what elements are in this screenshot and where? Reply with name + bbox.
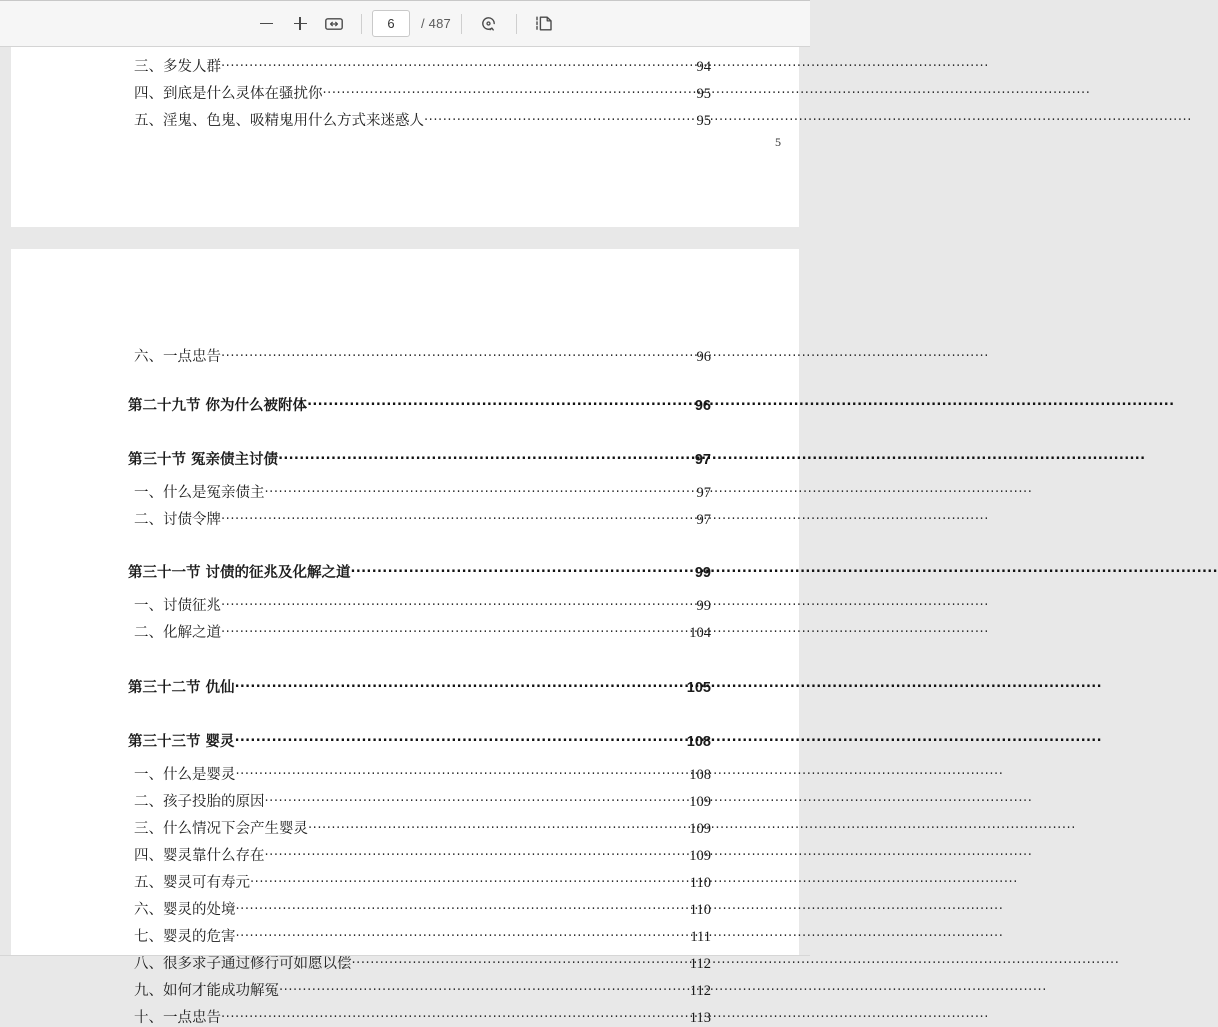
toc-entry-page: 111 — [690, 929, 711, 945]
toc-entry[interactable] — [134, 763, 711, 784]
toc-entry-page: 96 — [696, 349, 711, 365]
toc-entry[interactable] — [134, 621, 711, 642]
toc-entry[interactable] — [134, 594, 711, 615]
fit-to-width-button[interactable] — [317, 9, 351, 39]
toc-entry[interactable] — [134, 844, 711, 865]
minus-icon — [260, 23, 273, 25]
toc-entry-page: 113 — [689, 1010, 711, 1026]
toc-leader-dots — [265, 481, 697, 497]
toc-entry[interactable] — [134, 109, 711, 130]
toc-leader-dots — [236, 898, 690, 914]
toc-leader-dots — [278, 448, 695, 464]
panel-toggle-icon — [535, 15, 553, 32]
toc-entry[interactable] — [128, 730, 711, 750]
toc-entry-page: 110 — [689, 902, 711, 918]
toc-entry-title: 第三十三节 婴灵 — [128, 734, 235, 750]
toc-entry[interactable] — [134, 82, 711, 103]
toc-entry-title: 一、讨债征兆 — [134, 598, 221, 614]
toc-leader-dots — [221, 345, 697, 361]
toc-entry-page: 108 — [686, 734, 711, 750]
toc-leader-dots — [221, 508, 697, 524]
toc-entry-page: 95 — [696, 86, 711, 102]
page-folio-number: 5 — [775, 135, 781, 149]
toc-entry-title: 九、如何才能成功解冤 — [134, 983, 279, 999]
toc-entry-title: 二、化解之道 — [134, 625, 221, 641]
toc-entry[interactable] — [134, 925, 711, 946]
toc-entry[interactable] — [134, 898, 711, 919]
toc-entry-page: 104 — [689, 625, 711, 641]
toc-leader-dots — [279, 979, 690, 995]
toc-leader-dots — [424, 109, 697, 125]
toc-entry-page: 109 — [689, 848, 711, 864]
toc-entry-title: 八、很多求子通过修行可如愿以偿 — [134, 956, 352, 972]
toggle-sidebar-button[interactable] — [527, 9, 561, 39]
pdf-toolbar — [0, 0, 810, 47]
toc-entry-title: 第三十一节 讨债的征兆及化解之道 — [128, 565, 351, 581]
toc-entry-page: 99 — [696, 598, 711, 614]
toc-leader-dots — [308, 817, 689, 833]
toc-entry-title: 二、讨债令牌 — [134, 512, 221, 528]
toolbar-divider-2 — [461, 14, 462, 34]
toc-entry-page: 96 — [694, 398, 711, 414]
toc-entry-title: 七、婴灵的危害 — [134, 929, 236, 945]
toc-entry-title: 第二十九节 你为什么被附体 — [128, 398, 308, 414]
toolbar-divider-1 — [361, 14, 362, 34]
toc-entry-page: 109 — [689, 821, 711, 837]
pdf-viewer-scroll-area[interactable] — [0, 47, 810, 1026]
toc-leader-dots — [307, 394, 695, 410]
toc-leader-dots — [221, 1006, 690, 1022]
toc-leader-dots — [236, 763, 690, 779]
toc-entry-title: 第三十节 冤亲债主讨债 — [128, 452, 279, 468]
toc-leader-dots — [351, 561, 695, 577]
toc-entry-page: 94 — [696, 59, 711, 75]
page-number-input[interactable] — [372, 10, 410, 37]
toc-entry[interactable] — [128, 676, 711, 696]
rotate-button[interactable] — [472, 9, 506, 39]
rotate-icon — [479, 14, 498, 33]
page-separator — [0, 227, 810, 249]
page-5-content — [128, 47, 711, 130]
viewer-bottom-edge — [0, 955, 810, 956]
toc-entry-page: 112 — [689, 956, 711, 972]
toc-entry-page: 112 — [689, 983, 711, 999]
toc-entry[interactable] — [134, 1006, 711, 1027]
toc-leader-dots — [221, 621, 689, 637]
toc-entry-page: 105 — [686, 680, 711, 696]
toc-entry-title: 六、一点忠告 — [134, 349, 221, 365]
toc-entry[interactable] — [134, 871, 711, 892]
toc-leader-dots — [265, 790, 690, 806]
toc-entry-title: 第三十二节 仇仙 — [128, 680, 235, 696]
toc-entry-page: 109 — [689, 794, 711, 810]
pdf-page-6 — [11, 249, 799, 1026]
toc-leader-dots — [250, 871, 690, 887]
toc-entry-title: 二、孩子投胎的原因 — [134, 794, 265, 810]
toc-entry-title: 三、什么情况下会产生婴灵 — [134, 821, 308, 837]
toc-entry[interactable] — [134, 55, 711, 76]
toc-entry-title: 一、什么是婴灵 — [134, 767, 236, 783]
toc-entry[interactable] — [128, 394, 711, 414]
toolbar-divider-3 — [516, 14, 517, 34]
toc-leader-dots — [323, 82, 697, 98]
toc-entry[interactable] — [134, 790, 711, 811]
toc-entry-page: 108 — [689, 767, 711, 783]
fit-to-width-icon — [325, 17, 343, 31]
toc-leader-dots — [235, 730, 687, 746]
toc-entry-page: 110 — [689, 875, 711, 891]
toc-entry[interactable] — [134, 345, 711, 366]
toc-entry-title: 一、什么是冤亲债主 — [134, 485, 265, 501]
toc-entry[interactable] — [128, 448, 711, 468]
toc-entry-title: 四、到底是什么灵体在骚扰你 — [134, 86, 323, 102]
toc-entry-page: 97 — [696, 485, 711, 501]
toc-entry-page: 95 — [696, 113, 711, 129]
toc-entry-title: 四、婴灵靠什么存在 — [134, 848, 265, 864]
toc-entry-title: 三、多发人群 — [134, 59, 221, 75]
plus-icon — [294, 17, 307, 30]
toolbar-controls — [249, 9, 561, 39]
toc-entry-title: 十、一点忠告 — [134, 1010, 221, 1026]
toc-entry-page: 97 — [696, 512, 711, 528]
zoom-out-button[interactable] — [249, 9, 283, 39]
toc-entry-title: 五、淫鬼、色鬼、吸精鬼用什么方式来迷惑人 — [134, 113, 424, 129]
toc-entry-title: 六、婴灵的处境 — [134, 902, 236, 918]
pdf-page-5 — [11, 47, 799, 227]
toc-leader-dots — [265, 844, 690, 860]
toc-leader-dots — [235, 676, 687, 692]
toc-leader-dots — [236, 925, 691, 941]
toc-entry-page: 99 — [694, 565, 711, 581]
toc-leader-dots — [221, 55, 697, 71]
zoom-in-button[interactable] — [283, 9, 317, 39]
toc-entry[interactable] — [128, 561, 711, 581]
toc-leader-dots — [221, 594, 697, 610]
toc-entry[interactable] — [134, 508, 711, 529]
toc-entry[interactable] — [134, 481, 711, 502]
page-total-label: / 487 — [421, 16, 451, 31]
toc-entry-title: 五、婴灵可有寿元 — [134, 875, 250, 891]
toc-entry[interactable] — [134, 979, 711, 1000]
toc-entry-page: 97 — [694, 452, 711, 468]
toc-entry[interactable] — [134, 817, 711, 838]
page-6-content — [128, 345, 711, 1027]
